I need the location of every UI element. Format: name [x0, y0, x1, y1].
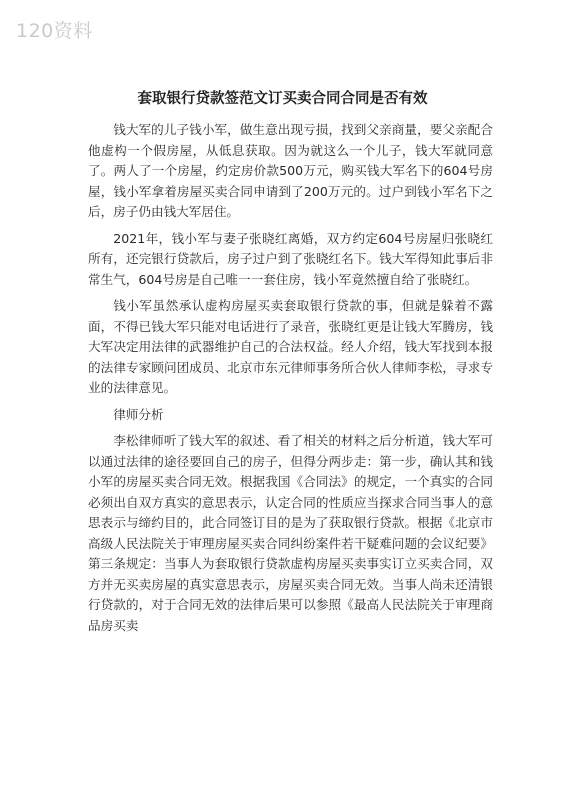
section-heading: 律师分析 [113, 406, 164, 422]
document-title: 套取银行贷款签范文订买卖合同合同是否有效 [137, 91, 428, 107]
document-body [88, 120, 493, 642]
paragraph-divorce: 2021年，钱小军与妻子张晓红离婚，双方约定604号房屋归张晓红所有，还完银行贷款后，房子过户到了张晓红名下。钱大军得知此事后非常生气，604号房是自己唯一一套住房，钱小军竟然擅自给了张晓红。 [88, 230, 493, 287]
paragraph-background: 钱大军的儿子钱小军，做生意出现亏损，找到父亲商量，要父亲配合他虚构一个假房屋，从低息获取。因为就这么一个儿子，钱大军就同意了。两人了一个房屋，约定房价款500万元，购买钱大军名下的604号房屋，钱小军拿着房屋买卖合同申请到了200万元的。过户到钱小军名下之后，房子仍由钱大军居住。 [88, 122, 493, 219]
watermark-logo: 120资料 [16, 20, 93, 42]
paragraph-dispute: 钱小军虽然承认虚构房屋买卖套取银行贷款的事，但就是躲着不露面，不得已钱大军只能对电话进行了录音，张晓红更是让钱大军腾房，钱大军决定用法律的武器维护自己的合法权益。经人介绍，钱大军找到本报的法律专家顾问团成员、北京市东元律师事务所合伙人律师李松，寻求专业的法律意见。 [88, 298, 493, 395]
paragraph-analysis: 李松律师听了钱大军的叙述、看了相关的材料之后分析道，钱大军可以通过法律的途径要回自己的房子，但得分两步走：第一步，确认其和钱小军的房屋买卖合同无效。根据我国《合同法》的规定，一个真实的合同必须出自双方真实的意思表示，认定合同的性质应当探求合同当事人的意思表示与缔约目的，此合同签订目的是为了获取银行贷款。根据《北京市高级人民法院关于审理房屋买卖合同纠纷案件若干疑难问题的会议纪要》第三条规定：当事人为套取银行贷款虚构房屋买卖事实订立买卖合同，双方并无买卖房屋的真实意思表示，房屋买卖合同无效。当事人尚未还清银行贷款的，对于合同无效的法律后果可以参照《最高人民法院关于审理商品房买卖 [88, 433, 493, 633]
